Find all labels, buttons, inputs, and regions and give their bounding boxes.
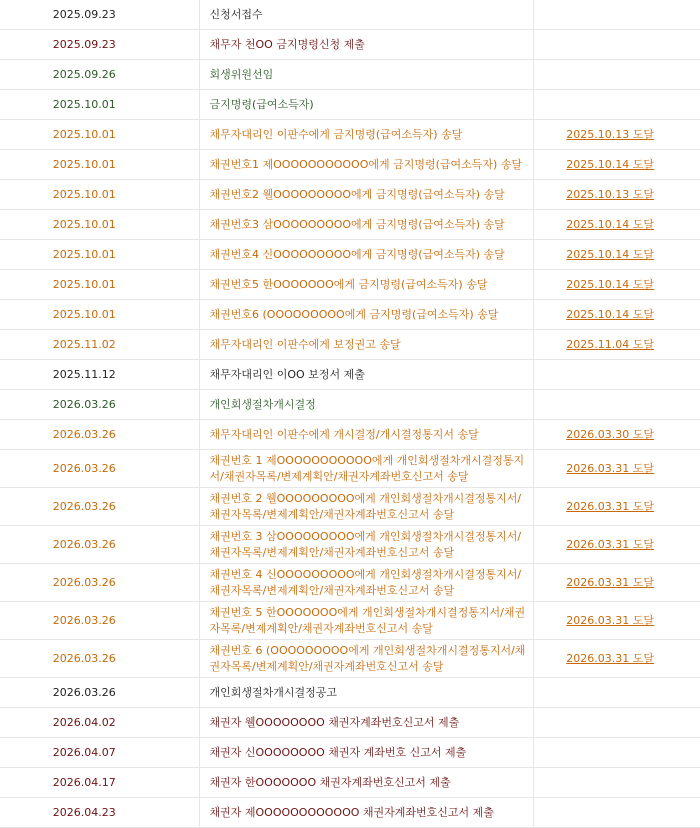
row-description: 채무자대리인 이판수에게 개시결정/개시결정통지서 송달 [199, 420, 533, 450]
table-row [0, 30, 700, 60]
table-row [0, 360, 700, 390]
table-row [0, 150, 700, 180]
delivery-date-link[interactable]: 2025.11.04 도달 [566, 337, 654, 351]
row-date: 2025.10.01 [0, 90, 199, 120]
row-date: 2026.03.26 [0, 450, 199, 488]
row-result [533, 526, 700, 564]
row-description: 개인회생절차개시결정공고 [199, 678, 533, 708]
row-date: 2025.11.02 [0, 330, 199, 360]
delivery-date-link[interactable]: 2026.03.31 도달 [566, 575, 654, 589]
delivery-date-link[interactable]: 2025.10.14 도달 [566, 307, 654, 321]
table-row [0, 240, 700, 270]
row-date: 2026.04.23 [0, 798, 199, 828]
table-row [0, 708, 700, 738]
row-date: 2026.04.17 [0, 768, 199, 798]
table-row [0, 640, 700, 678]
row-date: 2026.03.26 [0, 390, 199, 420]
row-date: 2026.04.02 [0, 708, 199, 738]
row-result [533, 30, 700, 60]
row-result [533, 450, 700, 488]
row-result [533, 798, 700, 828]
table-row [0, 768, 700, 798]
row-description: 채권자 웰OOOOOOOO 채권자계좌번호신고서 제출 [199, 708, 533, 738]
row-result [533, 390, 700, 420]
row-date: 2026.03.26 [0, 488, 199, 526]
row-result [533, 60, 700, 90]
table-row [0, 180, 700, 210]
row-date: 2025.10.01 [0, 120, 199, 150]
row-description: 채권번호 4 신OOOOOOOOO에게 개인회생절차개시결정통지서/채권자목록/변제계획안/채권자계좌번호신고서 송달 [199, 564, 533, 602]
table-row [0, 0, 700, 30]
row-result [533, 120, 700, 150]
row-date: 2025.10.01 [0, 150, 199, 180]
row-date: 2025.10.01 [0, 300, 199, 330]
row-result [533, 640, 700, 678]
row-description: 채권번호 5 한OOOOOOO에게 개인회생절차개시결정통지서/채권자목록/변제계획안/채권자계좌번호신고서 송달 [199, 602, 533, 640]
row-date: 2026.03.26 [0, 640, 199, 678]
table-row [0, 270, 700, 300]
row-date: 2026.03.26 [0, 526, 199, 564]
row-description: 신청서접수 [199, 0, 533, 30]
delivery-date-link[interactable]: 2025.10.14 도달 [566, 217, 654, 231]
row-description: 채무자대리인 이OO 보정서 제출 [199, 360, 533, 390]
row-description: 회생위원선임 [199, 60, 533, 90]
row-date: 2025.10.01 [0, 180, 199, 210]
row-description: 금지명령(급여소득자) [199, 90, 533, 120]
table-row [0, 450, 700, 488]
row-result [533, 90, 700, 120]
row-description: 채무자대리인 이판수에게 보정권고 송달 [199, 330, 533, 360]
row-date: 2026.03.26 [0, 678, 199, 708]
row-description: 채권번호3 삼OOOOOOOOO에게 금지명령(급여소득자) 송달 [199, 210, 533, 240]
row-result [533, 360, 700, 390]
row-date: 2025.09.23 [0, 0, 199, 30]
row-description: 채권번호6 (OOOOOOOOO에게 금지명령(급여소득자) 송달 [199, 300, 533, 330]
row-date: 2025.10.01 [0, 210, 199, 240]
delivery-date-link[interactable]: 2026.03.31 도달 [566, 613, 654, 627]
table-row [0, 564, 700, 602]
row-result [533, 602, 700, 640]
table-row [0, 120, 700, 150]
table-row [0, 300, 700, 330]
row-result [533, 678, 700, 708]
table-row [0, 90, 700, 120]
row-result [533, 768, 700, 798]
row-result [533, 564, 700, 602]
row-description: 채권자 한OOOOOOO 채권자계좌번호신고서 제출 [199, 768, 533, 798]
row-result [533, 300, 700, 330]
row-date: 2025.09.23 [0, 30, 199, 60]
row-description: 채권자 제OOOOOOOOOOOO 채권자계좌번호신고서 제출 [199, 798, 533, 828]
row-date: 2026.03.26 [0, 602, 199, 640]
table-row [0, 488, 700, 526]
table-row [0, 526, 700, 564]
delivery-date-link[interactable]: 2026.03.31 도달 [566, 651, 654, 665]
table-row [0, 210, 700, 240]
row-description: 채권번호 2 웰OOOOOOOOO에게 개인회생절차개시결정통지서/채권자목록/변제계획안/채권자계좌번호신고서 송달 [199, 488, 533, 526]
row-description: 채권번호 1 제OOOOOOOOOOO에게 개인회생절차개시결정통지서/채권자목록/변제계획안/채권자계좌번호신고서 송달 [199, 450, 533, 488]
row-result [533, 738, 700, 768]
row-result [533, 330, 700, 360]
row-result [533, 270, 700, 300]
table-row [0, 678, 700, 708]
delivery-date-link[interactable]: 2025.10.14 도달 [566, 157, 654, 171]
row-description: 채무자 천OO 금지명령신청 제출 [199, 30, 533, 60]
table-row [0, 798, 700, 828]
row-result [533, 420, 700, 450]
row-date: 2025.11.12 [0, 360, 199, 390]
row-result [533, 240, 700, 270]
delivery-date-link[interactable]: 2025.10.14 도달 [566, 277, 654, 291]
row-date: 2026.03.26 [0, 564, 199, 602]
table-row [0, 330, 700, 360]
row-date: 2025.10.01 [0, 270, 199, 300]
row-result [533, 210, 700, 240]
delivery-date-link[interactable]: 2026.03.31 도달 [566, 499, 654, 513]
delivery-date-link[interactable]: 2025.10.13 도달 [566, 187, 654, 201]
row-date: 2026.04.07 [0, 738, 199, 768]
row-description: 채권번호1 제OOOOOOOOOOO에게 금지명령(급여소득자) 송달 [199, 150, 533, 180]
table-row [0, 60, 700, 90]
row-result [533, 150, 700, 180]
delivery-date-link[interactable]: 2025.10.13 도달 [566, 127, 654, 141]
delivery-date-link[interactable]: 2026.03.30 도달 [566, 427, 654, 441]
delivery-date-link[interactable]: 2026.03.31 도달 [566, 461, 654, 475]
row-result [533, 488, 700, 526]
table-row [0, 420, 700, 450]
row-description: 채권번호 6 (OOOOOOOOO에게 개인회생절차개시결정통지서/채권자목록/변제계획안/채권자계좌번호신고서 송달 [199, 640, 533, 678]
row-description: 채권번호4 신OOOOOOOOO에게 금지명령(급여소득자) 송달 [199, 240, 533, 270]
row-result [533, 0, 700, 30]
row-description: 채권번호5 한OOOOOOO에게 금지명령(급여소득자) 송달 [199, 270, 533, 300]
row-date: 2025.10.01 [0, 240, 199, 270]
row-description: 채권번호 3 삼OOOOOOOOO에게 개인회생절차개시결정통지서/채권자목록/변제계획안/채권자계좌번호신고서 송달 [199, 526, 533, 564]
delivery-date-link[interactable]: 2025.10.14 도달 [566, 247, 654, 261]
table-row [0, 602, 700, 640]
row-description: 채권자 신OOOOOOOO 채권자 계좌번호 신고서 제출 [199, 738, 533, 768]
row-date: 2025.09.26 [0, 60, 199, 90]
row-result [533, 180, 700, 210]
delivery-date-link[interactable]: 2026.03.31 도달 [566, 537, 654, 551]
table-row [0, 390, 700, 420]
row-date: 2026.03.26 [0, 420, 199, 450]
table-row [0, 738, 700, 768]
row-description: 채권번호2 웰OOOOOOOOO에게 금지명령(급여소득자) 송달 [199, 180, 533, 210]
row-result [533, 708, 700, 738]
row-description: 개인회생절차개시결정 [199, 390, 533, 420]
row-description: 채무자대리인 이판수에게 금지명령(급여소득자) 송달 [199, 120, 533, 150]
